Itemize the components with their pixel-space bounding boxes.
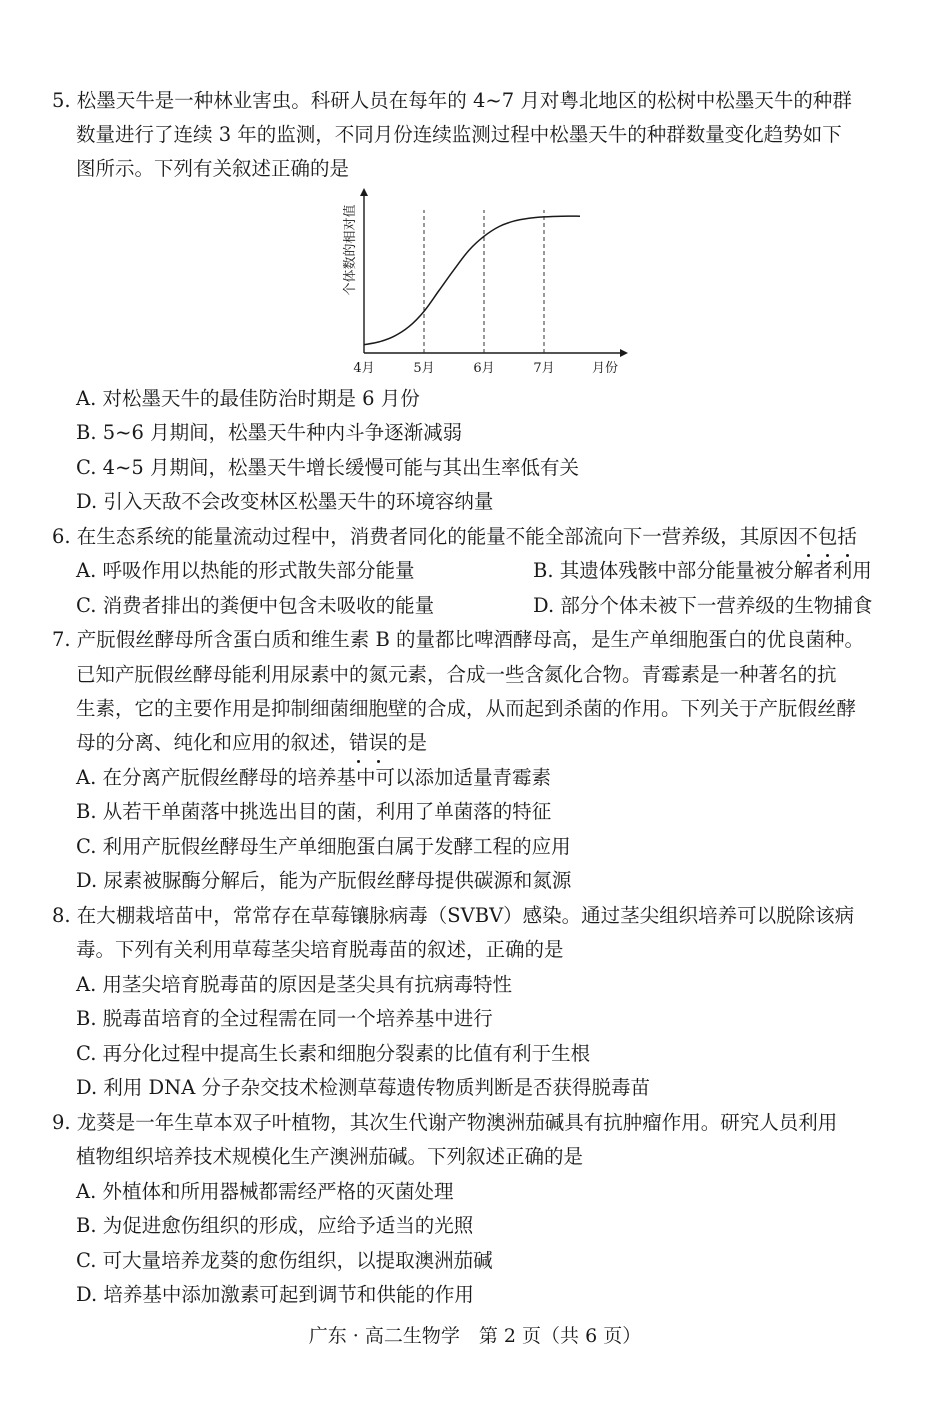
q8-option-d: D. 利用 DNA 分子杂交技术检测草莓遗传物质判断是否获得脱毒苗 — [76, 1076, 651, 1099]
chart-marks — [364, 210, 580, 353]
q6-option-a: A. 呼吸作用以热能的形式散失部分能量 — [76, 559, 415, 582]
q5-stem-line1: 5. 松墨天牛是一种林业害虫。科研人员在每年的 4~7 月对粤北地区的松树中松墨天牛的种群 — [52, 89, 852, 112]
emphasis-char: 误 — [368, 731, 389, 754]
q5-stem-line2: 数量进行了连续 3 年的监测，不同月份连续监测过程中松墨天牛的种群数量变化趋势如下 — [76, 123, 842, 146]
y-axis-label: 个体数的相对值 — [343, 204, 358, 296]
q7-stem-line1: 7. 产朊假丝酵母所含蛋白质和维生素 B 的量都比啤酒酵母高，是生产单细胞蛋白的优良菌种。 — [52, 628, 865, 651]
q5-option-d: D. 引入天敌不会改变林区松墨天牛的环境容纳量 — [76, 490, 494, 513]
q9-option-b: B. 为促进愈伤组织的形成，应给予适当的光照 — [76, 1214, 474, 1237]
population-chart — [330, 188, 640, 380]
q9-option-d: D. 培养基中添加激素可起到调节和供能的作用 — [76, 1283, 474, 1306]
emphasis-char: 包 — [817, 525, 838, 548]
q7-option-d: D. 尿素被脲酶分解后，能为产朊假丝酵母提供碳源和氮源 — [76, 869, 572, 892]
y-axis-arrow — [360, 188, 368, 196]
chart-labels — [342, 204, 618, 376]
q9-stem-line1: 9. 龙葵是一年生草本双子叶植物，其次生代谢产物澳洲茄碱具有抗肿瘤作用。研究人员利用 — [52, 1111, 838, 1134]
q7-stem-line2: 已知产朊假丝酵母能利用尿素中的氮元素，合成一些含氮化合物。青霉素是一种著名的抗 — [76, 663, 837, 686]
q5-stem-line3: 图所示。下列有关叙述正确的是 — [76, 157, 350, 180]
q5-option-c: C. 4~5 月期间，松墨天牛增长缓慢可能与其出生率低有关 — [76, 456, 579, 479]
q7-option-a: A. 在分离产朊假丝酵母的培养基中可以添加适量青霉素 — [76, 766, 551, 789]
q6-stem-text: 6. 在生态系统的能量流动过程中，消费者同化的能量不能全部流向下一营养级，其原因 — [52, 525, 799, 548]
q6-option-c: C. 消费者排出的粪便中包含未吸收的能量 — [76, 594, 435, 617]
x-tick-label: 7月 — [533, 361, 555, 376]
x-axis-label: 月份 — [591, 361, 619, 376]
chart-axes — [360, 188, 628, 357]
q9-option-a: A. 外植体和所用器械都需经严格的灭菌处理 — [76, 1180, 454, 1203]
q8-option-b: B. 脱毒苗培育的全过程需在同一个培养基中进行 — [76, 1007, 493, 1030]
q9-stem-line2: 植物组织培养技术规模化生产澳洲茄碱。下列叙述正确的是 — [76, 1145, 584, 1168]
population-curve — [364, 216, 580, 345]
q7-stem-line4 — [76, 730, 427, 756]
x-tick-label: 5月 — [413, 361, 435, 376]
q9-option-c: C. 可大量培养龙葵的愈伤组织，以提取澳洲茄碱 — [76, 1249, 493, 1272]
emphasis-char: 不 — [798, 525, 818, 548]
q7-option-b: B. 从若干单菌落中挑选出目的菌，利用了单菌落的特征 — [76, 800, 552, 823]
q5-option-b: B. 5~6 月期间，松墨天牛种内斗争逐渐减弱 — [76, 421, 463, 444]
x-tick-label: 6月 — [473, 361, 495, 376]
q8-option-a: A. 用茎尖培育脱毒苗的原因是茎尖具有抗病毒特性 — [76, 973, 512, 996]
q8-option-c: C. 再分化过程中提高生长素和细胞分裂素的比值有利于生根 — [76, 1042, 591, 1065]
emphasis-char: 错 — [349, 731, 369, 754]
x-tick-label: 4月 — [353, 361, 375, 376]
q7-option-c: C. 利用产朊假丝酵母生产单细胞蛋白属于发酵工程的应用 — [76, 835, 571, 858]
q8-stem-line2: 毒。下列有关利用草莓茎尖培育脱毒苗的叙述，正确的是 — [76, 938, 564, 961]
q6-option-b: B. 其遗体残骸中部分能量被分解者利用 — [533, 559, 872, 582]
emphasis-char: 括 — [837, 525, 857, 548]
q7-stem-line3: 生素，它的主要作用是抑制细菌细胞壁的合成，从而起到杀菌的作用。下列关于产朊假丝酵 — [76, 697, 857, 720]
q5-option-a: A. 对松墨天牛的最佳防治时期是 6 月份 — [76, 387, 420, 410]
q8-stem-line1: 8. 在大棚栽培苗中，常常存在草莓镶脉病毒（SVBV）感染。通过茎尖组织培养可以脱除该病 — [52, 904, 855, 927]
x-axis-arrow — [620, 349, 628, 357]
q6-option-d: D. 部分个体未被下一营养级的生物捕食 — [533, 594, 873, 617]
q7-stem-text: 母的分离、纯化和应用的叙述， — [76, 731, 350, 754]
q6-stem — [52, 524, 857, 550]
page-footer: 广东 · 高二生物学 第 2 页（共 6 页） — [308, 1325, 642, 1347]
q7-stem-end: 的是 — [388, 731, 428, 754]
